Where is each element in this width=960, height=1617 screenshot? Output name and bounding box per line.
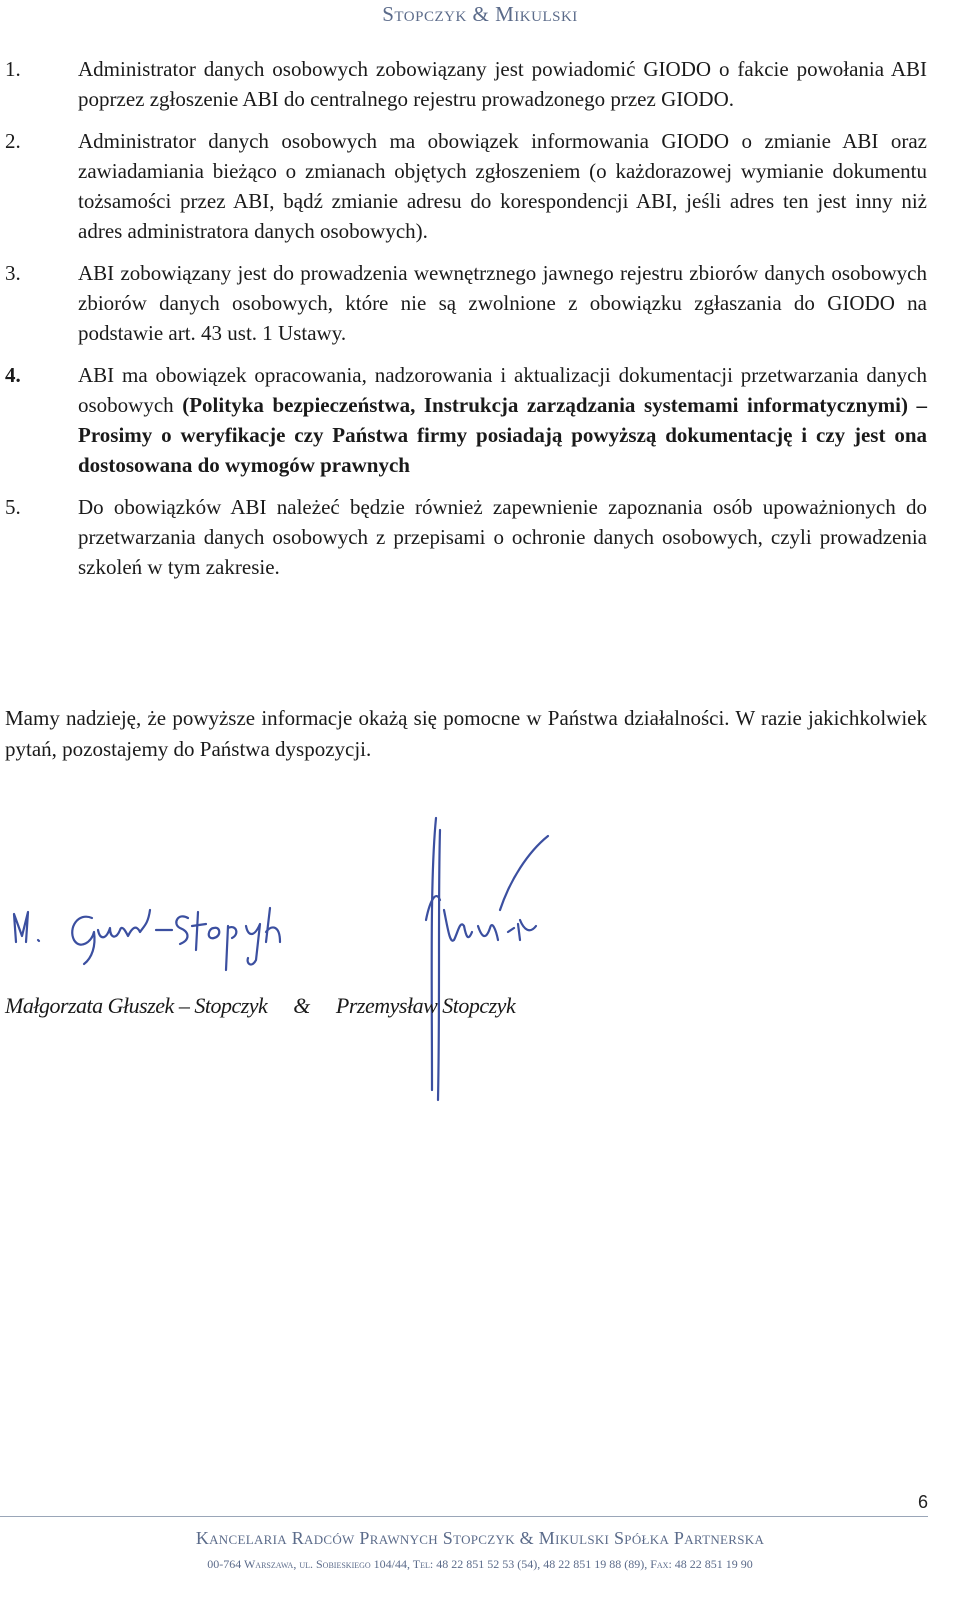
item-number: 5. — [5, 495, 21, 519]
right-signatory-name: Przemysław Stopczyk — [335, 993, 516, 1018]
item-number: 3. — [5, 261, 21, 285]
item-text: Administrator danych osobowych zobowiązany jest powiadomić GIODO o fakcie powołania ABI poprzez zgłoszenie ABI do centralnego rejestru prowadzonego przez GIODO. — [78, 57, 927, 111]
letterhead-title: Stopczyk & Mikulski — [382, 2, 578, 26]
item-text: ABI zobowiązany jest do prowadzenia wewnętrznego jawnego rejestru zbiorów danych osobowych zbiorów danych osobowych, które nie są zwolnione z obowiązku zgłaszania do GIODO na podstawie art. 43 ust. 1 Ustawy. — [78, 261, 927, 345]
list-item — [5, 258, 927, 348]
item-text: Do obowiązków ABI należeć będzie również zapewnienie zapoznania osób upoważnionych do przetwarzania danych osobowych z przepisami o ochronie danych osobowych, czyli prowadzenia szkoleń w tym zakresie. — [78, 495, 927, 579]
ampersand: & — [293, 993, 310, 1018]
signatures-graphic — [0, 800, 960, 1130]
item-text — [78, 360, 927, 480]
footer-firm-name: Kancelaria Radców Prawnych Stopczyk & Mikulski Spółka Partnerska — [195, 1528, 765, 1548]
left-signatory-name: Małgorzata Głuszek – Stopczyk — [5, 993, 268, 1018]
obligations-list — [5, 54, 927, 582]
signatory-names — [5, 993, 515, 1019]
footer-address: 00-764 Warszawa, ul. Sobieskiego 104/44, Tel: 48 22 851 52 53 (54), 48 22 851 19 88 (89), Fax: 48 22 851 19 90 — [207, 1557, 753, 1571]
item-number: 1. — [5, 57, 21, 81]
footer-divider — [0, 1516, 928, 1517]
list-item — [5, 360, 927, 480]
left-signature-drawing — [14, 908, 280, 970]
item-text-bold: (Polityka bezpieczeństwa, Instrukcja zarządzania systemami informatycznymi) – Prosimy o weryfikacje czy Państwa firmy posiadają powyższą dokumentację i czy jest ona dostosowana do wymogów prawnych — [78, 393, 928, 477]
item-number: 4. — [5, 363, 21, 387]
list-item — [5, 126, 927, 246]
list-item — [5, 492, 927, 582]
item-text: Administrator danych osobowych ma obowiązek informowania GIODO o zmianie ABI oraz zawiadamiania bieżąco o zmianach objętych zgłoszeniem (o każdorazowej wymianie dokumentu tożsamości przez ABI, bądź zmianie adresu do korespondencji ABI, jeśli adres ten jest inny niż adres administratora danych osobowych). — [78, 129, 927, 243]
list-item — [5, 54, 927, 114]
item-number: 2. — [5, 129, 21, 153]
page-number: 6 — [917, 1492, 928, 1512]
right-signature-drawing — [426, 818, 548, 1100]
closing-paragraph: Mamy nadzieję, że powyższe informacje okażą się pomocne w Państwa działalności. W razie jakichkolwiek pytań, pozostajemy do Państwa dyspozycji. — [5, 706, 927, 761]
item-text-plain: ABI ma obowiązek opracowania, nadzorowania i aktualizacji dokumentacji przetwarzania danych osobowych — [78, 363, 927, 417]
